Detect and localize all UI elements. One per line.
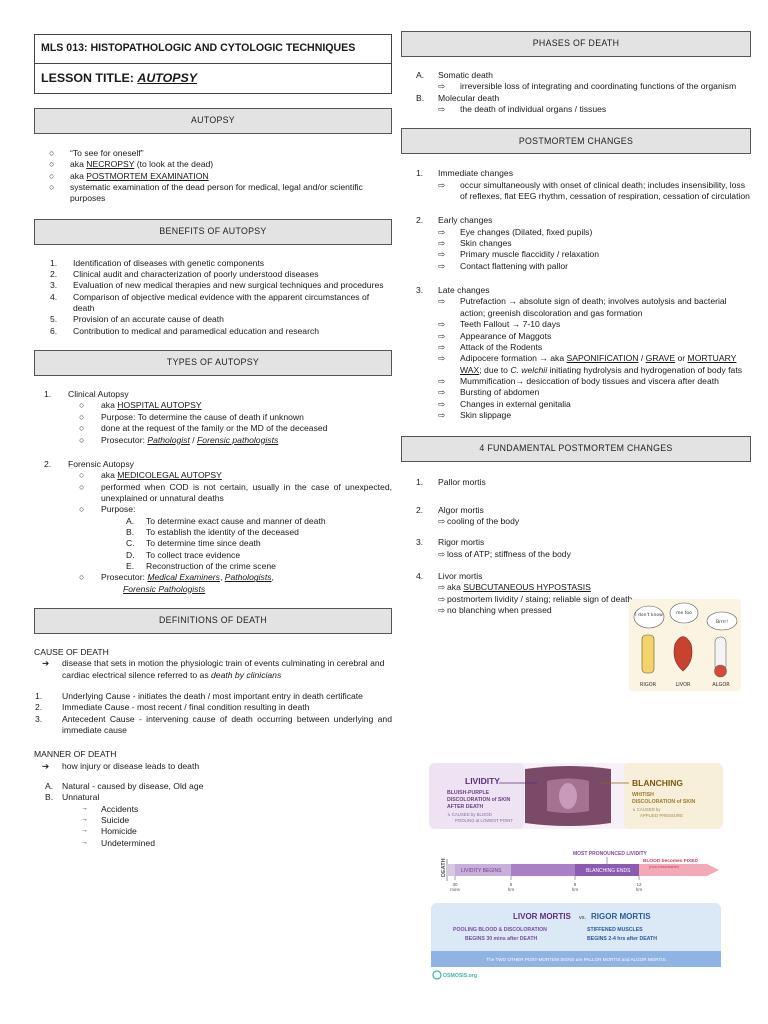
list-number: 3. (50, 280, 58, 291)
list-letter: A. (126, 515, 135, 526)
molecular-death-def: the death of individual organs / tissues (460, 104, 607, 115)
manner-definition-text: how injury or disease leads to death (62, 760, 200, 771)
algor-mortis: Algor mortis (438, 504, 484, 515)
list-item-text: Reconstruction of the crime scene (146, 560, 276, 571)
bubble-text: Brrrr! (715, 620, 729, 625)
cause-definition (34, 658, 392, 681)
list-item (34, 826, 392, 837)
circle-bullet-icon: ○ (79, 470, 85, 481)
prosecutor-label: Prosecutor: (101, 572, 148, 583)
arrow-bullet-icon: → (81, 827, 88, 835)
list-item-text: Identification of diseases with genetic components (73, 257, 265, 268)
list-number: 4. (416, 570, 424, 581)
section-header-label: DEFINITIONS OF DEATH (159, 615, 267, 626)
list-item-text: Comparison of objective medical evidence with the apparent circumstances of death (73, 291, 370, 314)
white-bullet-icon: ⇨ (438, 353, 446, 364)
list-item (34, 838, 392, 849)
autopsy-list (34, 148, 392, 205)
list-item-text: Clinical audit and characterization of poorly understood diseases (73, 269, 319, 280)
manner-unnatural-text: Unnatural (62, 792, 100, 803)
rigor-point: BEGINS 2-4 hrs after DEATH (587, 936, 657, 942)
list-letter: B. (45, 792, 54, 803)
list-item (401, 353, 751, 376)
circle-bullet-icon: ○ (79, 434, 85, 445)
blanching-desc: DISCOLORATION of SKIN (632, 799, 696, 805)
cause-definition-text: disease that sets in motion the physiologic train of events culminating in cerebral and cardiac electrical silence referred to as (62, 658, 385, 680)
molecular-death: Molecular death (438, 92, 500, 103)
list-item-text: To determine exact cause and manner of death (146, 515, 326, 526)
section-header-label: BENEFITS OF AUTOPSY (159, 225, 267, 236)
list-letter: B. (416, 92, 425, 103)
lividity-diagram (429, 763, 723, 983)
list-item (34, 269, 392, 280)
list-item-text: Contribution to medical and paramedical education and research (73, 325, 320, 336)
blanching-cause: ↳ CAUSED by (632, 807, 661, 812)
early-changes (401, 215, 751, 272)
rigor-heading: RIGOR MORTIS (591, 912, 651, 921)
section-header-types (34, 350, 392, 376)
circle-bullet-icon: ○ (49, 148, 55, 158)
circle-bullet-icon: ○ (79, 411, 85, 422)
timeline-tick-label: 6 (509, 882, 513, 887)
list-number: 3. (416, 537, 424, 548)
forensic-autopsy: 2. Forensic Autopsy ○ aka MEDICOLEGAL AUTOPSY ○ performed when COD is not certain, usually in the case of unexpected, unexplained or unnatural deaths ○ Purpose: A. To determine exact cause and manner of death B. To establish the identity of the deceased C. To determine time since death D. To collect trace evidence E. Reconstruction of the crime scene ○ Prosecutor: Medical Examiners, Pathologists, Forensic Pathologists (34, 459, 392, 595)
early-changes-list (401, 227, 751, 272)
white-bullet-icon: ⇨ (438, 375, 446, 386)
list-item-underlined: POSTMORTEM EXAMINATION (86, 170, 209, 181)
early-changes-title: Early changes (438, 215, 493, 226)
list-item (34, 538, 392, 549)
section-header-label: 4 FUNDAMENTAL POSTMORTEM CHANGES (479, 443, 673, 454)
circle-bullet-icon: ○ (79, 481, 85, 492)
section-header-autopsy (34, 108, 392, 134)
list-item (401, 376, 751, 387)
immediate-changes (401, 168, 751, 202)
blanching-cause: APPLIED PRESSURE (640, 813, 683, 818)
list-item-text: To determine time since death (146, 538, 261, 549)
list-item-text: Evaluation of new medical therapies and new surgical techniques and procedures (73, 280, 384, 291)
list-number: 2. (44, 458, 52, 469)
list-item-text: Suicide (101, 815, 130, 826)
list-letter: D. (126, 549, 135, 560)
clinical-purpose: Purpose: To determine the cause of death if unknown (101, 411, 304, 422)
adipocere-term: MORTUARY WAX (460, 353, 737, 375)
list-item-text: (to look at the dead) (134, 159, 214, 170)
white-bullet-icon: ⇨ (438, 104, 446, 115)
aka-prefix: aka (101, 470, 118, 481)
aka-term: SUBCUTANEOUS HYPOSTASIS (463, 582, 591, 593)
adipocere-text: ; due to (479, 364, 511, 375)
list-number: 2. (35, 702, 43, 713)
course-title (34, 34, 392, 64)
left-column (34, 0, 392, 849)
list-number: 2. (416, 504, 424, 515)
forensic-performed: performed when COD is not certain, usually in the case of unexpected, unexplained or unnatural deaths (101, 481, 392, 503)
thermometer-bulb-icon (715, 665, 727, 677)
list-item-text: Undetermined (101, 837, 155, 848)
timeline-tick-label: hrs (571, 887, 579, 892)
adipocere-text: initiating hydrolysis and hydrogenation of body fats (547, 364, 743, 375)
list-number: 3. (416, 285, 424, 296)
rigor-figure (642, 635, 654, 673)
late-changes-title: Late changes (438, 285, 490, 296)
brand-label: OSMOSIS.org (443, 973, 478, 979)
figure-label: RIGOR (639, 682, 657, 688)
prosecutor-name: Medical Examiners (147, 572, 220, 583)
manner-natural (34, 781, 392, 792)
timeline-tick-label: 30 (452, 882, 458, 887)
list-item (401, 249, 751, 260)
circle-bullet-icon: ○ (79, 400, 85, 411)
small-white-bullet-icon: ⇨ (438, 515, 446, 526)
livor-heading: LIVOR MORTIS (513, 912, 571, 921)
list-item-underlined: NECROPSY (86, 159, 135, 170)
osmosis-logo-icon (433, 971, 441, 979)
list-item-text: Immediate Cause - most recent / final condition resulting in death (62, 702, 310, 713)
list-item (401, 319, 751, 330)
list-item-text: Attack of the Rodents (460, 341, 543, 352)
benefits-list (34, 258, 392, 337)
clinical-autopsy-title: Clinical Autopsy (68, 389, 129, 400)
list-item (401, 410, 751, 421)
bubble-text: me too (676, 611, 692, 616)
list-item (34, 314, 392, 325)
rigor-point: STIFFENED MUSCLES (587, 927, 643, 933)
list-item-text: Accidents (101, 803, 139, 814)
timeline-segment (511, 864, 575, 876)
list-item-text: systematic examination of the dead person for medical, legal and/or scientific purposes (70, 182, 363, 204)
aka-term: HOSPITAL AUTOPSY (117, 400, 202, 411)
list-item (34, 182, 392, 205)
white-bullet-icon: ⇨ (438, 341, 446, 352)
pallor-mortis: Pallor mortis (438, 477, 486, 488)
late-changes-list-2 (401, 376, 751, 421)
white-bullet-icon: ⇨ (438, 238, 446, 249)
list-item (401, 342, 751, 353)
list-number: 3. (35, 713, 43, 724)
small-white-bullet-icon: ⇨ (438, 593, 446, 604)
lividity-desc: BLUISH-PURPLE (447, 790, 490, 796)
rigor-mortis: Rigor mortis (438, 537, 485, 548)
cause-definition-italic: death by clinicians (211, 669, 282, 680)
lividity-cause: POOLING at LOWEST POINT (455, 818, 513, 823)
list-item (401, 261, 751, 272)
figure-label: ALGOR (712, 682, 730, 688)
section-header-phases (401, 31, 751, 57)
vs-word: vs. (579, 915, 587, 921)
circle-bullet-icon: ○ (79, 423, 85, 434)
lesson-title-prefix: LESSON TITLE: (41, 71, 138, 86)
livor-figure (674, 637, 692, 672)
small-white-bullet-icon: ⇨ (438, 582, 446, 593)
late-changes-list (401, 296, 751, 353)
list-item (34, 326, 392, 337)
livor-def: no blanching when pressed (447, 605, 552, 615)
blanching-label: BLANCHING (632, 778, 683, 788)
list-item (34, 702, 392, 713)
circle-bullet-icon: ○ (49, 182, 55, 193)
manner-of-death-label: MANNER OF DEATH (34, 749, 117, 760)
list-item (34, 550, 392, 561)
arrow-bullet-icon: → (81, 838, 88, 846)
list-item (34, 159, 392, 170)
unnatural-list (34, 804, 392, 849)
white-bullet-icon: ⇨ (438, 387, 446, 398)
bubble-text: I don't know (635, 613, 663, 618)
list-item (401, 399, 751, 410)
adipocere-term: SAPONIFICATION (566, 353, 639, 364)
list-item (34, 171, 392, 182)
postmortem-cartoon-image (629, 599, 741, 691)
prosecutor-name: Forensic pathologists (197, 434, 279, 445)
list-item (34, 516, 392, 527)
list-item-text: Changes in external genitalia (460, 398, 571, 409)
list-item (401, 331, 751, 342)
list-item (401, 296, 751, 319)
phases-list (401, 70, 751, 115)
manner-unnatural (34, 792, 392, 803)
course-title-text: MLS 013: HISTOPATHOLOGIC AND CYTOLOGIC TECHNIQUES (41, 42, 356, 55)
list-number: 1. (416, 168, 424, 179)
blanching-desc: WHITISH (632, 792, 654, 798)
timeline-tick-label: hrs (507, 887, 515, 892)
white-bullet-icon: ⇨ (438, 398, 446, 409)
list-item-text: Appearance of Maggots (460, 330, 552, 341)
immediate-changes-title: Immediate changes (438, 168, 513, 179)
aka-prefix: aka (101, 400, 118, 411)
list-letter: E. (126, 560, 135, 571)
comparison-footer-text: The TWO OTHER POST-MORTEM SIGNS are PALLOR MORTIS and ALGOR MORTIS (486, 957, 666, 962)
list-item-text: Eye changes (Dilated, fixed pupils) (460, 226, 593, 237)
timeline-axis-label: DEATH (441, 858, 447, 877)
list-number: 1. (44, 389, 52, 400)
clinical-autopsy (34, 389, 392, 446)
list-letter: C. (126, 538, 135, 549)
list-number: 6. (50, 325, 58, 336)
arrow-bullet-icon: ➔ (42, 658, 50, 669)
somatic-death: Somatic death (438, 70, 493, 80)
lesson-title-text: AUTOPSY (137, 71, 198, 86)
manner-natural-text: Natural - caused by disease, Old age (62, 781, 204, 792)
causes-list (34, 691, 392, 736)
circle-bullet-icon: ○ (49, 170, 55, 181)
white-bullet-icon: ⇨ (438, 409, 446, 420)
list-item-text: “To see for oneself” (70, 148, 144, 158)
list-number: 4. (50, 291, 58, 302)
list-number: 1. (416, 477, 424, 488)
list-item (34, 804, 392, 815)
list-item-text: Teeth Fallout → 7-10 days (460, 319, 561, 330)
list-item (401, 238, 751, 249)
list-item-text: Bursting of abdomen (460, 387, 540, 398)
rigor-mortis-def: loss of ATP; stiffness of the body (447, 548, 571, 559)
white-bullet-icon: ⇨ (438, 260, 446, 271)
section-header-benefits (34, 219, 392, 245)
list-item (401, 387, 751, 398)
list-item (34, 280, 392, 291)
section-header-fundamental (401, 436, 751, 462)
lividity-desc: DISCOLORATION of SKIN (447, 797, 511, 803)
list-item-text: Antecedent Cause - intervening cause of death occurring between underlying and immediate cause (62, 713, 392, 736)
list-item-text: Skin slippage (460, 409, 512, 420)
list-item (34, 714, 392, 737)
circle-bullet-icon: ○ (79, 572, 85, 583)
cause-of-death-label: CAUSE OF DEATH (34, 646, 109, 657)
adipocere-organism: C. welchii (510, 364, 548, 375)
list-number: 2. (50, 269, 58, 280)
pressure-mark (559, 783, 577, 809)
list-item-text: Underlying Cause - initiates the death / most important entry in death certificate (62, 691, 363, 701)
prosecutor-name: Pathologists (224, 572, 272, 583)
aka-prefix: aka (447, 582, 464, 593)
list-letter: B. (126, 526, 135, 537)
lividity-desc: AFTER DEATH (447, 804, 484, 810)
list-letter: A. (416, 70, 425, 80)
timeline-ticks (450, 876, 643, 892)
list-number: 1. (50, 257, 58, 268)
circle-bullet-icon: ○ (49, 159, 55, 170)
section-header-label: PHASES OF DEATH (532, 38, 620, 49)
arrow-bullet-icon: → (81, 816, 88, 824)
late-changes (401, 285, 751, 421)
lividity-label: LIVIDITY (465, 776, 500, 786)
right-column (401, 0, 751, 616)
list-number: 2. (416, 215, 424, 226)
white-bullet-icon: ⇨ (438, 249, 446, 260)
white-bullet-icon: ⇨ (438, 319, 446, 330)
livor-point: POOLING BLOOD & DISCOLORATION (453, 927, 547, 933)
adipocere-separator: / (638, 353, 646, 364)
list-number: 1. (35, 691, 43, 701)
white-bullet-icon: ⇨ (438, 179, 446, 190)
timeline-segment (447, 864, 455, 876)
arrow-bullet-icon: ➔ (42, 760, 50, 771)
white-bullet-icon: ⇨ (438, 296, 446, 307)
somatic-death-def: irreversible loss of integrating and coordinating functions of the organism (460, 81, 737, 92)
section-header-label: TYPES OF AUTOPSY (166, 357, 260, 368)
forensic-purposes-list (34, 516, 392, 573)
clinical-request: done at the request of the family or the MD of the deceased (101, 423, 328, 434)
list-item-text: Homicide (101, 826, 137, 837)
prosecutor-separator: / (189, 434, 198, 445)
list-item-text: Contact flattening with pallor (460, 260, 568, 271)
blood-fixed-label: BLOOD becomes FIXED (643, 859, 698, 864)
list-item-text: To establish the identity of the deceased (146, 526, 299, 537)
adipocere-or: or (675, 353, 688, 364)
section-header-postmortem (401, 128, 751, 154)
white-bullet-icon: ⇨ (438, 330, 446, 341)
lesson-title (34, 64, 392, 94)
section-header-label: POSTMORTEM CHANGES (518, 135, 634, 146)
forensic-autopsy-title: Forensic Autopsy (68, 458, 134, 469)
figure-label: LIVOR (675, 682, 691, 688)
blanching-ends-label: BLANCHING ENDS (586, 868, 631, 874)
list-letter: A. (45, 781, 54, 792)
forensic-purpose-label: Purpose: (101, 504, 136, 515)
lividity-cause: ↳ CAUSED by BLOOD (447, 812, 492, 817)
blood-fixed-sublabel: (non-blanchable) (649, 864, 680, 869)
aka-term: MEDICOLEGAL AUTOPSY (117, 470, 222, 481)
list-item-text: aka (70, 170, 87, 181)
fundamental-list (401, 477, 631, 582)
white-bullet-icon: ⇨ (438, 81, 446, 92)
section-header-label: AUTOPSY (191, 115, 235, 126)
circle-bullet-icon: ○ (79, 504, 85, 515)
list-item-text: Mummification→ desiccation of body tissues and viscera after death (460, 375, 719, 386)
prosecutor-name: Pathologist (147, 434, 190, 445)
adipocere-text: Adipocere formation → aka (460, 353, 567, 364)
list-item-text: aka (70, 159, 87, 170)
list-item (34, 815, 392, 826)
list-item (34, 691, 392, 702)
livor-def: postmortem lividity / staing; reliable sign of death (447, 593, 633, 604)
list-item-text: Putrefaction → absolute sign of death; involves autolysis and bacterial action; greenish discoloration and gas formation (460, 296, 727, 318)
arrow-bullet-icon: → (81, 804, 88, 812)
lividity-begins-label: LIVIDITY BEGINS (461, 868, 502, 874)
list-number: 5. (50, 314, 58, 325)
white-bullet-icon: ⇨ (438, 226, 446, 237)
list-item-text: To collect trace evidence (146, 549, 241, 560)
timeline-tick-label: mins (450, 887, 460, 892)
list-item (401, 227, 751, 238)
list-item (34, 148, 392, 159)
small-white-bullet-icon: ⇨ (438, 605, 446, 615)
section-header-definitions (34, 608, 392, 634)
livor-mortis: Livor mortis (438, 570, 483, 581)
prosecutor-label: Prosecutor: (101, 434, 148, 445)
list-item (34, 561, 392, 572)
list-item-text: Primary muscle flaccidity / relaxation (460, 249, 599, 260)
list-item (34, 258, 392, 269)
adipocere-term: GRAVE (645, 353, 676, 364)
algor-mortis-def: cooling of the body (447, 515, 520, 526)
timeline-tick-label: 12 (636, 882, 642, 887)
immediate-changes-def: occur simultaneously with onset of clinical death; includes insensibility, loss of reflexes, flat EEG rhythm, cessation of respiration, cessation of circulation (460, 179, 750, 202)
prosecutor-name: Forensic Pathologists (123, 583, 206, 594)
small-white-bullet-icon: ⇨ (438, 548, 446, 559)
list-item (34, 527, 392, 538)
list-item (34, 292, 392, 315)
livor-point: BEGINS 30 mins after DEATH (465, 936, 538, 942)
list-item-text: Skin changes (460, 238, 512, 249)
manner-definition (34, 761, 392, 772)
most-pronounced-label: MOST PRONOUNCED LIVIDITY (573, 851, 647, 857)
timeline-tick-label: 9 (573, 882, 577, 887)
list-item-text: Provision of an accurate cause of death (73, 314, 224, 325)
timeline-tick-label: hrs (635, 887, 643, 892)
